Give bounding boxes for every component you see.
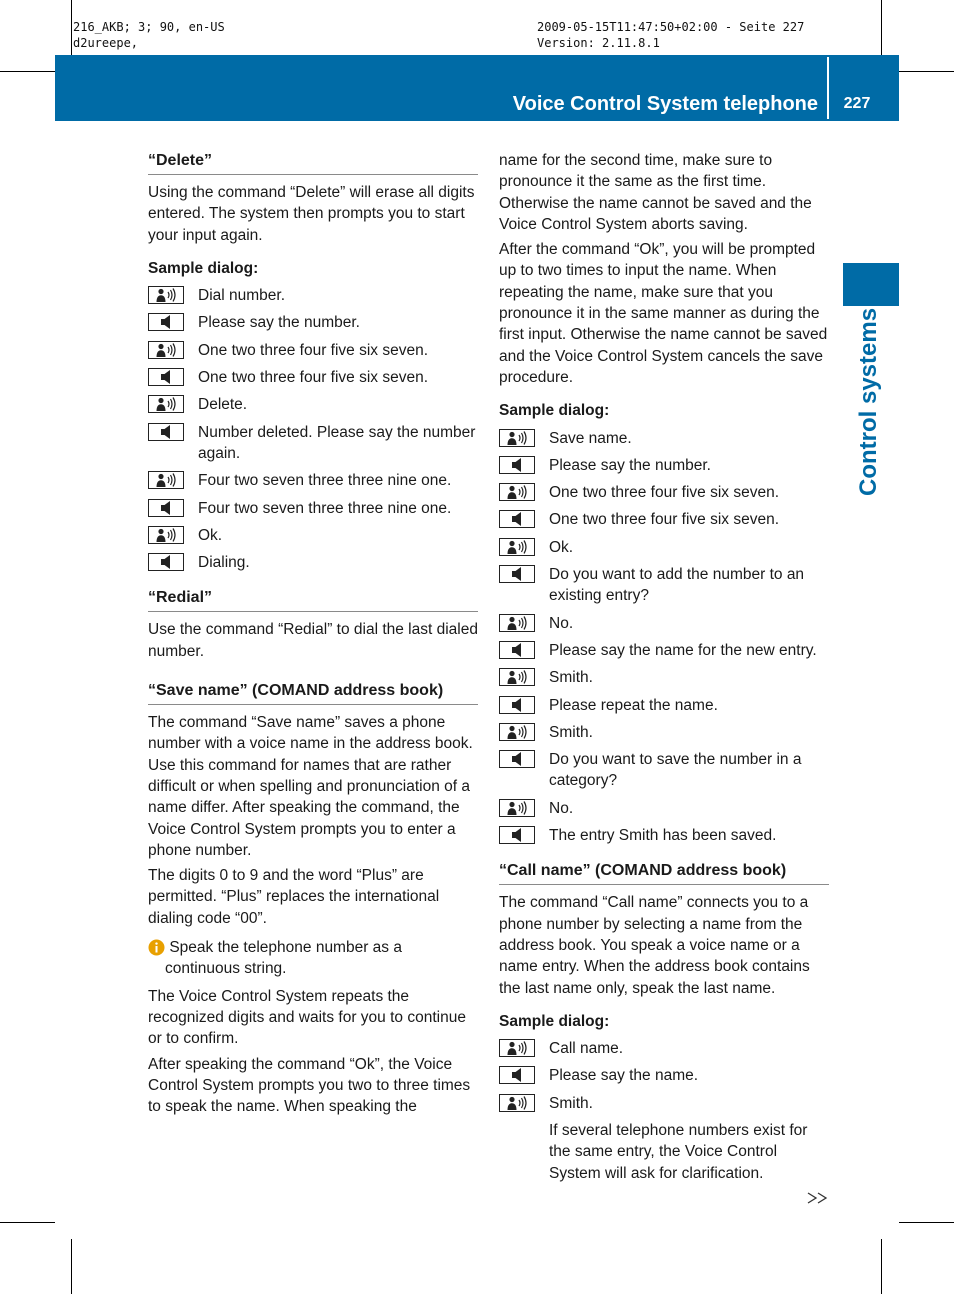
paragraph: After speaking the command “Ok”, the Voice Control System prompts you two to three times to speak the name. When speaking the [148,1055,471,1116]
speaking-person-icon [148,286,184,304]
dialog-text: Please say the name. [549,1067,699,1085]
dialog-list [499,428,829,847]
dialog-user-line [148,525,478,546]
dialog-text: Please say the number. [549,456,711,474]
speaker-icon [148,313,184,331]
dialog-user-line [499,537,829,558]
dialog-text: Do you want to add the number to an existing entry? [549,566,805,605]
dialog-text: Delete. [198,396,248,414]
dialog-text: One two three four five six seven. [549,484,780,502]
dialog-list [499,1038,829,1114]
speaking-person-icon [499,1094,535,1112]
dialog-text: No. [549,614,574,632]
speaker-icon [148,553,184,571]
dialog-system-line [148,422,478,465]
dialog-system-line [148,552,478,573]
dialog-text: One two three four five six seven. [198,369,429,387]
dialog-user-line [499,667,829,688]
dialog-system-line [499,640,829,661]
meta-line: Version: 2.11.8.1 [537,36,660,50]
section-heading-redial: “Redial” [148,587,478,612]
speaker-icon [148,368,184,386]
dialog-list [148,285,478,573]
speaking-person-icon [499,799,535,817]
paragraph: After the command “Ok”, you will be prompted up to two times to input the name. When repeating the name, make sure that you pronounce it in the same manner as during the first input. Otherwise the name cannot be saved and the Voice Control System cancels the save procedure. [499,241,828,386]
dialog-system-line [148,367,478,388]
dialog-user-line [499,482,829,503]
dialog-system-line [499,455,829,476]
sample-dialog-label: Sample dialog: [499,402,610,420]
section-heading-save-name: “Save name” (COMAND address book) [148,680,478,705]
speaker-icon [499,565,535,583]
dialog-text: Smith. [549,723,593,741]
speaker-icon [499,456,535,474]
speaking-person-icon [499,1039,535,1057]
print-meta-left [73,19,225,51]
speaking-person-icon [499,668,535,686]
dialog-text: Please say the number. [198,314,360,332]
page-number: 227 [843,95,871,112]
dialog-user-line [148,470,478,491]
dialog-followup [499,1120,829,1184]
dialog-text: Ok. [549,538,574,556]
dialog-user-line [499,1038,829,1059]
crop-mark [0,1222,55,1223]
note-text [165,937,478,980]
speaking-person-icon [148,341,184,359]
dialog-system-line [499,1065,829,1086]
dialog-text: No. [549,799,574,817]
dialog-text: Dial number. [198,287,286,305]
section-tab [843,263,899,306]
meta-line: 216_AKB; 3; 90, en-US [73,20,225,34]
crop-mark [899,1222,954,1223]
dialog-user-line [499,613,829,634]
dialog-system-line [148,312,478,333]
speaking-person-icon [499,723,535,741]
section-heading-call-name: “Call name” (COMAND address book) [499,860,829,885]
dialog-text: One two three four five six seven. [198,341,429,359]
dialog-user-line [148,394,478,415]
crop-mark [899,71,954,72]
left-column [148,150,478,1121]
note-text-content: Speak the telephone number as a continuous string. [165,939,402,978]
paragraph: The command “Call name” connects you to a phone number by selecting a name from the address book. You speak a voice name or a name entry. When the address book contains the last name only, speak the last name. [499,894,810,997]
dialog-user-line [499,1093,829,1114]
meta-line: 2009-05-15T11:47:50+02:00 - Seite 227 [537,20,805,34]
crop-mark [71,0,72,55]
paragraph: The digits 0 to 9 and the word “Plus” are permitted. “Plus” replaces the international dialing code “00”. [148,867,440,927]
dialog-text: Number deleted. Please say the number again. [198,423,476,462]
section-label: Control systems [855,307,882,496]
continue-arrows-icon [806,1190,830,1206]
dialog-text: Ok. [198,526,223,544]
dialog-system-line [499,509,829,530]
dialog-text: Do you want to save the number in a category? [549,751,802,790]
dialog-text: Smith. [549,1094,593,1112]
dialog-system-line [499,825,829,846]
sample-dialog-label: Sample dialog: [499,1012,610,1030]
speaker-icon [499,826,535,844]
dialog-system-line [499,695,829,716]
right-column [499,150,829,1184]
info-icon [148,939,165,956]
crop-mark [71,1239,72,1294]
speaking-person-icon [148,395,184,413]
dialog-user-line [499,722,829,743]
speaker-icon [499,750,535,768]
dialog-user-line [148,285,478,306]
dialog-system-line [499,564,829,607]
dialog-user-line [499,428,829,449]
dialog-text: Call name. [549,1040,624,1058]
paragraph: The Voice Control System repeats the recognized digits and waits for you to continue or to confirm. [148,987,466,1048]
dialog-user-line [499,798,829,819]
dialog-text: Four two seven three three nine one. [198,499,452,517]
speaker-icon [148,499,184,517]
dialog-text: One two three four five six seven. [549,511,780,529]
speaker-icon [499,1066,535,1084]
dialog-text: Four two seven three three nine one. [198,472,452,490]
dialog-system-line [499,749,829,792]
speaking-person-icon [148,471,184,489]
paragraph: name for the second time, make sure to pronounce it the same as the first time. Otherwise the name cannot be saved and the Voice Control System aborts saving. [499,152,812,233]
dialog-text: The entry Smith has been saved. [549,827,777,845]
dialog-followup-text: If several telephone numbers exist for the same entry, the Voice Control System will ask for clarification. [549,1121,808,1182]
print-meta-right [537,19,804,51]
info-note [148,937,478,980]
speaker-icon [499,641,535,659]
sample-dialog-label: Sample dialog: [148,259,259,277]
dialog-text: Save name. [549,429,632,447]
page-title: Voice Control System telephone [512,93,818,115]
paragraph: Use the command “Redial” to dial the last dialed number. [148,621,478,660]
speaker-icon [499,696,535,714]
speaker-icon [499,510,535,528]
dialog-text: Smith. [549,669,593,687]
speaking-person-icon [499,483,535,501]
crop-mark [0,71,55,72]
crop-mark [881,1239,882,1294]
speaking-person-icon [499,538,535,556]
speaker-icon [148,423,184,441]
paragraph: Using the command “Delete” will erase all digits entered. The system then prompts you to start your input again. [148,184,475,244]
dialog-text: Please say the name for the new entry. [549,641,817,659]
crop-mark [881,0,882,55]
dialog-text: Dialing. [198,554,250,572]
speaking-person-icon [499,429,535,447]
section-heading-delete: “Delete” [148,150,478,175]
dialog-system-line [148,498,478,519]
meta-line: d2ureepe, [73,36,139,50]
paragraph: The command “Save name” saves a phone number with a voice name in the address book. Use this command for names that are rather difficult or when spelling and pronunciation of a name differ. After speaking the command, the Voice Control System prompts you to enter a phone number. [148,714,473,859]
speaking-person-icon [148,526,184,544]
dialog-text: Please repeat the name. [549,696,718,714]
speaking-person-icon [499,614,535,632]
dialog-user-line [148,340,478,361]
